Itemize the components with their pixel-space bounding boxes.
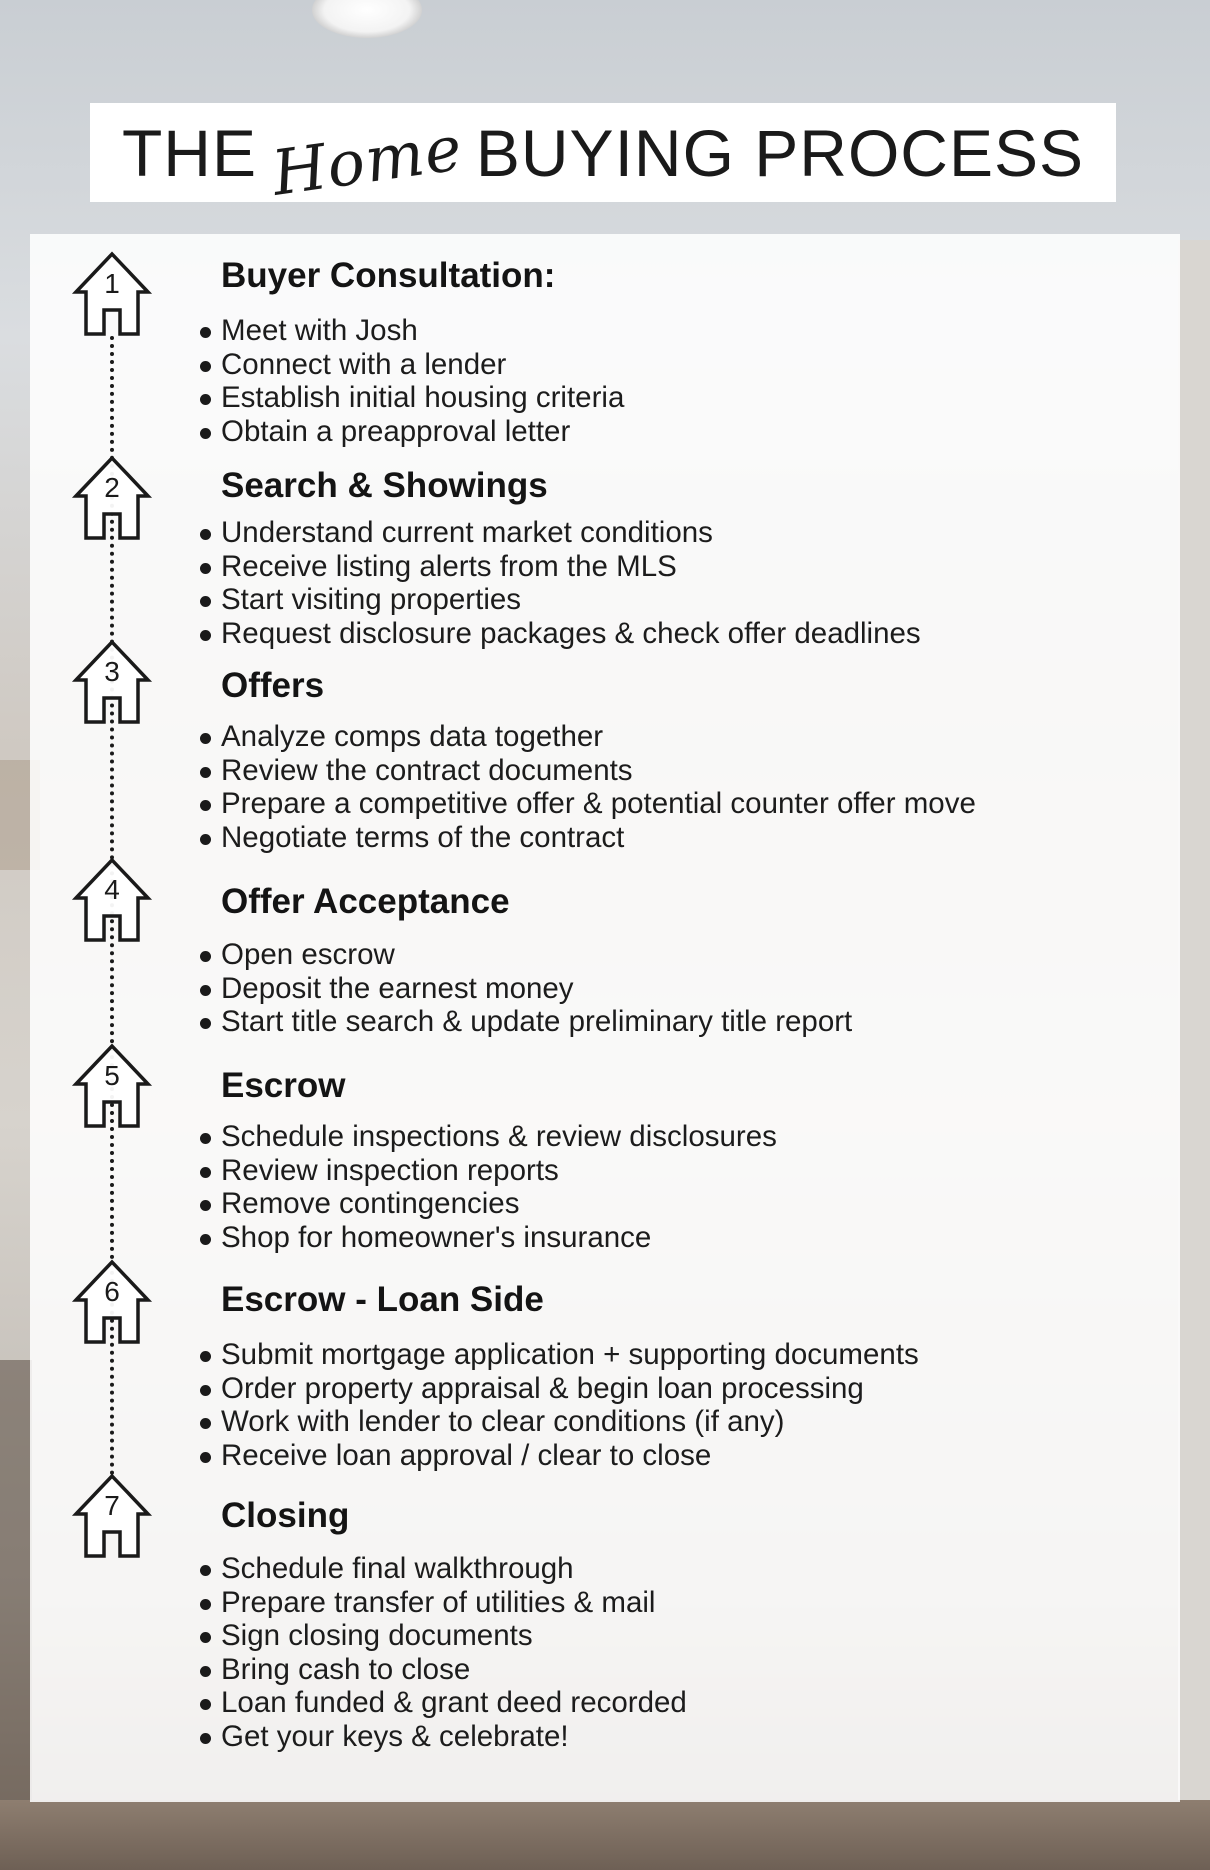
list-item: Shop for homeowner's insurance <box>198 1221 777 1255</box>
list-item: Get your keys & celebrate! <box>198 1720 687 1754</box>
step-title: Search & Showings <box>221 466 548 505</box>
list-item: Schedule inspections & review disclosures <box>198 1120 777 1154</box>
list-item: Start title search & update preliminary title report <box>198 1005 852 1039</box>
list-item: Connect with a lender <box>198 348 624 382</box>
step-bullet-list <box>198 720 976 854</box>
house-icon <box>70 1470 154 1560</box>
step-number: 4 <box>104 874 120 905</box>
house-icon <box>70 1256 154 1346</box>
list-item: Bring cash to close <box>198 1653 687 1687</box>
step-title: Buyer Consultation: <box>221 256 556 295</box>
list-item: Obtain a preapproval letter <box>198 415 624 449</box>
house-icon <box>70 248 154 338</box>
list-item: Schedule final walkthrough <box>198 1552 687 1586</box>
background-floor <box>0 1800 1210 1870</box>
ceiling-light <box>312 0 422 38</box>
list-item: Prepare transfer of utilities & mail <box>198 1586 687 1620</box>
list-item: Loan funded & grant deed recorded <box>198 1686 687 1720</box>
list-item: Work with lender to clear conditions (if any) <box>198 1405 919 1439</box>
step-bullet-list <box>198 1552 687 1753</box>
step-title: Offers <box>221 666 325 705</box>
step-number: 7 <box>104 1490 120 1521</box>
list-item: Submit mortgage application + supporting documents <box>198 1338 919 1372</box>
step-title: Offer Acceptance <box>221 882 510 921</box>
list-item: Start visiting properties <box>198 583 921 617</box>
step-number: 3 <box>104 656 120 687</box>
list-item: Meet with Josh <box>198 314 624 348</box>
background-cabinet <box>1178 240 1210 1800</box>
step-bullet-list <box>198 938 852 1039</box>
list-item: Receive loan approval / clear to close <box>198 1439 919 1473</box>
list-item: Request disclosure packages & check offer deadlines <box>198 617 921 651</box>
list-item: Review inspection reports <box>198 1154 777 1188</box>
step-title: Closing <box>221 1496 350 1535</box>
list-item: Understand current market conditions <box>198 516 921 550</box>
house-icon <box>70 452 154 542</box>
list-item: Order property appraisal & begin loan processing <box>198 1372 919 1406</box>
background-stool <box>0 1360 32 1800</box>
house-icon <box>70 1040 154 1130</box>
title-banner <box>90 103 1116 210</box>
step-bullet-list <box>198 1120 777 1254</box>
step-bullet-list <box>198 516 921 650</box>
list-item: Receive listing alerts from the MLS <box>198 550 921 584</box>
step-number: 1 <box>104 268 120 299</box>
step-bullet-list <box>198 1338 919 1472</box>
step-number: 5 <box>104 1060 120 1091</box>
list-item: Negotiate terms of the contract <box>198 821 976 855</box>
step-title: Escrow <box>221 1066 346 1105</box>
list-item: Sign closing documents <box>198 1619 687 1653</box>
title-right: BUYING PROCESS <box>475 115 1085 190</box>
list-item: Open escrow <box>198 938 852 972</box>
house-icon <box>70 854 154 944</box>
title-script-word: Home <box>267 110 467 210</box>
step-title: Escrow - Loan Side <box>221 1280 544 1319</box>
list-item: Prepare a competitive offer & potential counter offer move <box>198 787 976 821</box>
list-item: Deposit the earnest money <box>198 972 852 1006</box>
step-number: 2 <box>104 472 120 503</box>
page-title <box>121 110 1085 210</box>
house-icon <box>70 636 154 726</box>
step-bullet-list <box>198 314 624 448</box>
step-number: 6 <box>104 1276 120 1307</box>
list-item: Establish initial housing criteria <box>198 381 624 415</box>
list-item: Remove contingencies <box>198 1187 777 1221</box>
list-item: Review the contract documents <box>198 754 976 788</box>
title-left: THE <box>121 115 257 190</box>
list-item: Analyze comps data together <box>198 720 976 754</box>
